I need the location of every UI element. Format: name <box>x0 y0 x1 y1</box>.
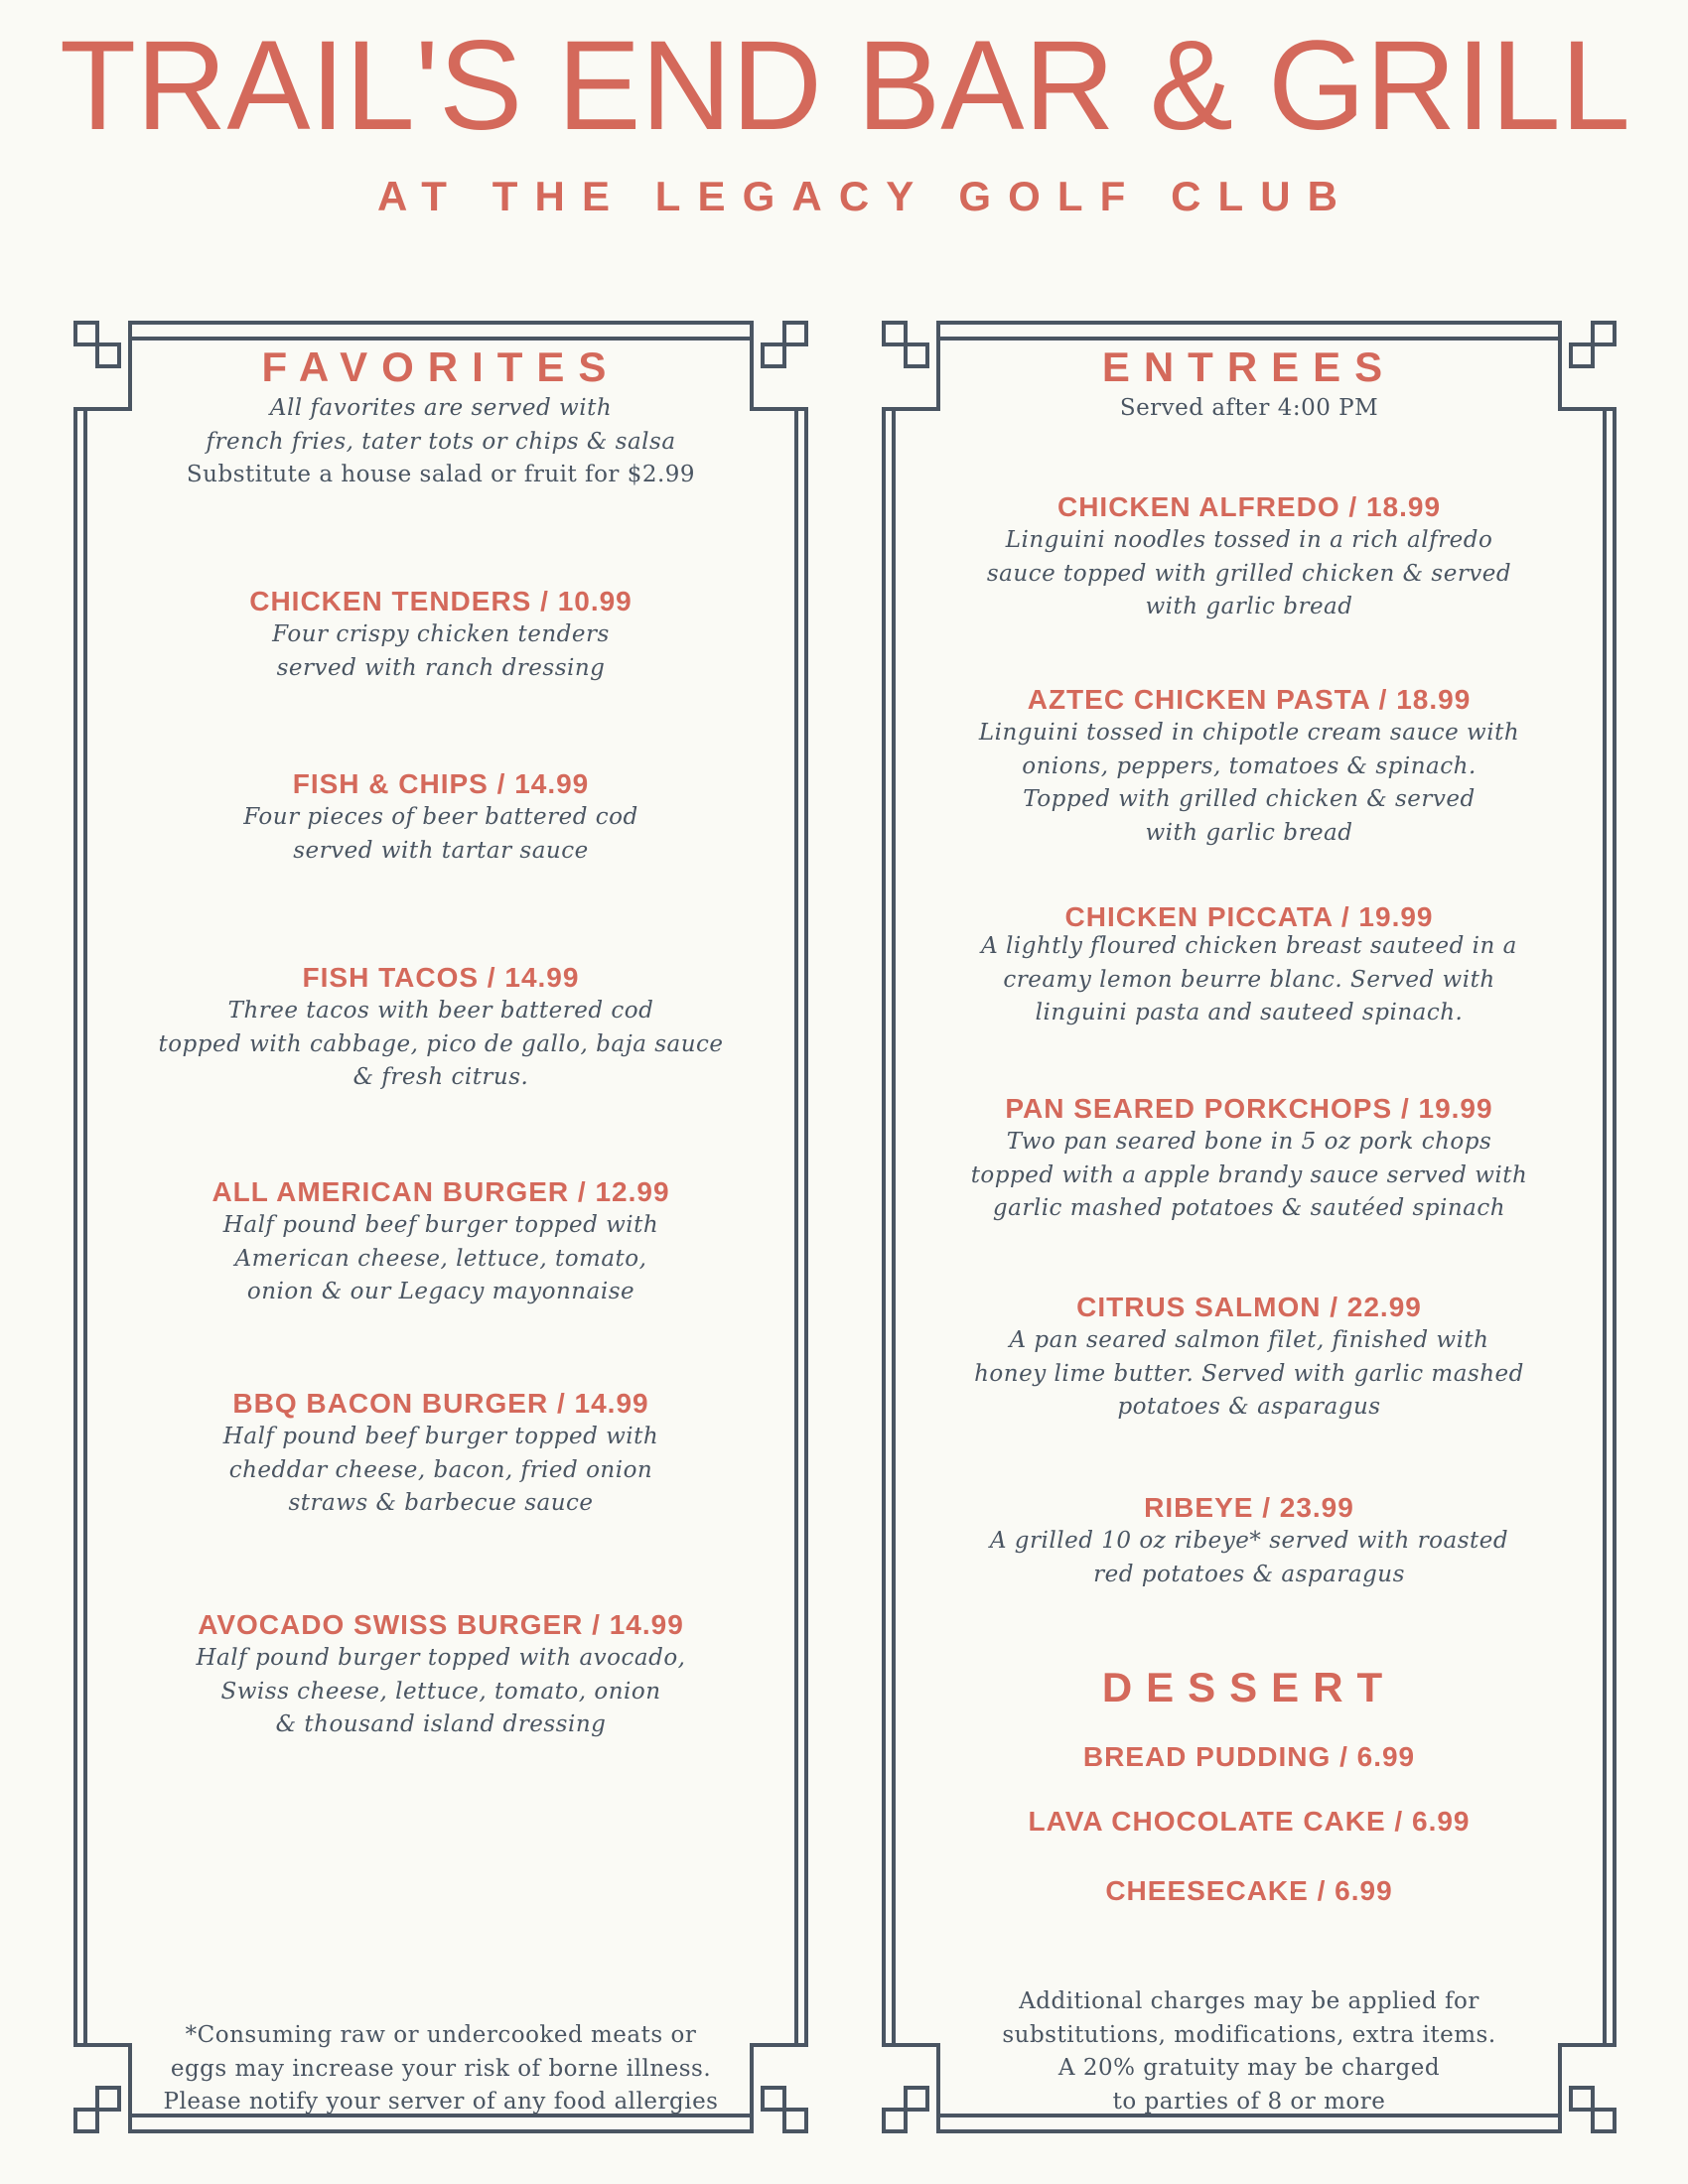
menu-item <box>73 961 808 1095</box>
item-desc: A grilled 10 oz ribeye* served with roasted <box>989 1528 1509 1554</box>
section-heading-dessert: DESSERT <box>1101 1664 1397 1710</box>
entrees-panel <box>882 309 1617 2145</box>
item-desc: red potatoes & asparagus <box>1093 1561 1405 1587</box>
disclaimer-line: *Consuming raw or undercooked meats or <box>185 2022 697 2048</box>
menu-item <box>73 1387 808 1521</box>
dessert-item: BREAD PUDDING / 6.99 <box>1082 1741 1416 1772</box>
item-name: FISH TACOS / 14.99 <box>302 962 580 993</box>
item-desc: honey lime butter. Served with garlic mashed <box>974 1360 1524 1387</box>
item-name: AVOCADO SWISS BURGER / 14.99 <box>198 1609 684 1640</box>
note-line: A 20% gratuity may be charged <box>1057 2055 1441 2081</box>
item-desc: A lightly floured chicken breast sauteed in a <box>981 933 1517 959</box>
item-desc: topped with a apple brandy sauce served with <box>970 1161 1528 1188</box>
section-heading-favorites: FAVORITES <box>261 343 621 390</box>
item-desc: potatoes & asparagus <box>1117 1394 1381 1420</box>
dessert-item: CHEESECAKE / 6.99 <box>1105 1875 1393 1906</box>
menu-item <box>882 490 1617 624</box>
charges-note <box>882 1985 1617 2118</box>
favorites-panel <box>73 309 808 2145</box>
item-name: FISH & CHIPS / 14.99 <box>292 768 590 799</box>
restaurant-subtitle: AT THE LEGACY GOLF CLUB <box>377 173 1337 219</box>
item-desc: Linguini noodles tossed in a rich alfredo <box>1005 527 1493 553</box>
item-desc: Half pound beef burger topped with <box>222 1212 659 1238</box>
item-desc: American cheese, lettuce, tomato, <box>234 1245 647 1272</box>
item-desc: creamy lemon beurre blanc. Served with <box>1003 966 1495 993</box>
favorites-intro <box>73 392 808 492</box>
item-desc: onion & our Legacy mayonnaise <box>246 1279 635 1304</box>
item-name: CHICKEN ALFREDO / 18.99 <box>1056 491 1442 522</box>
intro-line: french fries, tater tots or chips & salsa <box>206 428 676 455</box>
item-desc: served with ranch dressing <box>276 654 606 681</box>
intro-line: Substitute a house salad or fruit for $2.99 <box>186 462 696 487</box>
menu-item <box>882 1291 1617 1425</box>
item-name: PAN SEARED PORKCHOPS / 19.99 <box>1005 1093 1493 1124</box>
item-name: CHICKEN TENDERS / 10.99 <box>249 586 633 616</box>
restaurant-title: TRAIL'S END BAR & GRILL <box>60 15 1630 157</box>
item-desc: straws & barbecue sauce <box>288 1490 594 1516</box>
item-desc: sauce topped with grilled chicken & served <box>986 560 1512 587</box>
item-name: CITRUS SALMON / 22.99 <box>1076 1292 1422 1322</box>
intro-line: All favorites are served with <box>269 395 613 421</box>
entrees-intro: Served after 4:00 PM <box>1119 395 1379 421</box>
item-desc: & fresh citrus. <box>352 1064 529 1090</box>
menu-item <box>73 767 808 868</box>
item-desc: with garlic bread <box>1145 594 1353 619</box>
item-desc: onions, peppers, tomatoes & spinach. <box>1022 752 1477 779</box>
note-line: Additional charges may be applied for <box>1019 1988 1479 2014</box>
menu-item <box>73 1608 808 1742</box>
item-desc: Four crispy chicken tenders <box>272 621 610 647</box>
item-desc: Half pound burger topped with avocado, <box>196 1645 686 1671</box>
item-name: ALL AMERICAN BURGER / 12.99 <box>211 1176 670 1207</box>
item-name: CHICKEN PICCATA / 19.99 <box>1064 901 1434 932</box>
item-desc: & thousand island dressing <box>275 1711 607 1737</box>
item-desc: Topped with grilled chicken & served <box>1023 786 1476 812</box>
item-desc: with garlic bread <box>1145 819 1353 846</box>
item-desc: Half pound beef burger topped with <box>222 1424 659 1449</box>
item-desc: A pan seared salmon filet, finished with <box>1009 1327 1489 1353</box>
item-name: AZTEC CHICKEN PASTA / 18.99 <box>1027 684 1472 715</box>
item-desc: Linguini tossed in chipotle cream sauce with <box>978 720 1520 746</box>
menu-header <box>0 0 1688 238</box>
item-desc: Three tacos with beer battered cod <box>227 998 654 1024</box>
menu-item <box>882 1491 1617 1591</box>
menu-item <box>882 1092 1617 1226</box>
menu-item <box>73 585 808 685</box>
disclaimer-line: eggs may increase your risk of borne illness. <box>170 2055 712 2082</box>
menu-item <box>882 683 1617 850</box>
note-line: substitutions, modifications, extra items. <box>1002 2021 1496 2048</box>
item-desc: Two pan seared bone in 5 oz pork chops <box>1006 1129 1492 1155</box>
item-desc: topped with cabbage, pico de gallo, baja sauce <box>158 1030 724 1057</box>
menu-item <box>73 1175 808 1309</box>
disclaimer-line: Please notify your server of any food allergies <box>163 2089 719 2115</box>
item-desc: Four pieces of beer battered cod <box>243 804 638 830</box>
menu-item <box>882 900 1617 1030</box>
item-desc: garlic mashed potatoes & sautéed spinach <box>992 1195 1506 1221</box>
item-name: RIBEYE / 23.99 <box>1144 1492 1354 1523</box>
allergy-disclaimer <box>73 2019 808 2119</box>
note-line: to parties of 8 or more <box>1112 2088 1386 2115</box>
item-desc: cheddar cheese, bacon, fried onion <box>228 1456 653 1483</box>
dessert-item: LAVA CHOCOLATE CAKE / 6.99 <box>1028 1806 1471 1837</box>
item-desc: linguini pasta and sauteed spinach. <box>1035 1000 1464 1025</box>
item-name: BBQ BACON BURGER / 14.99 <box>232 1388 649 1419</box>
item-desc: served with tartar sauce <box>293 837 589 864</box>
item-desc: Swiss cheese, lettuce, tomato, onion <box>220 1678 661 1705</box>
section-heading-entrees: ENTREES <box>1101 343 1397 390</box>
